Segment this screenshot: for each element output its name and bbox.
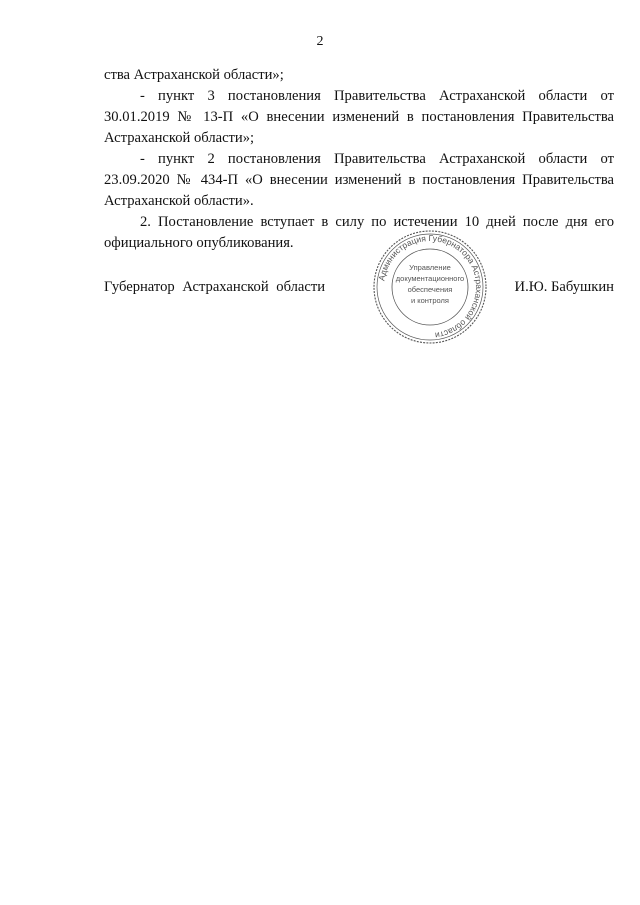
paragraph-item-3: - пункт 3 постановления Правительства Астраханской области от 30.01.2019 № 13-П «О внесении изменений в постановления Правительства Астраханской области»; <box>104 88 614 146</box>
document-body <box>104 65 614 254</box>
signatory-position: Губернатор Астраханской области <box>104 279 326 295</box>
seal-inner-line-1: Управление <box>409 263 451 272</box>
paragraph-effective-date: 2. Постановление вступает в силу по истечении 10 дней после дня его официального опубликования. <box>104 214 614 251</box>
seal-outer-text: Администрация Губернатора Астраханской области <box>376 232 485 341</box>
seal-inner-line-4: и контроля <box>410 296 450 305</box>
official-seal <box>371 228 489 346</box>
seal-inner-line-2: документационного <box>395 274 465 283</box>
seal-inner-line-3: обеспечения <box>407 285 453 294</box>
paragraph-item-2: - пункт 2 постановления Правительства Астраханской области от 23.09.2020 № 434-П «О внесении изменений в постановления Правительства Астраханской области». <box>104 151 614 209</box>
paragraph-continuation: ства Астраханской области»; <box>104 67 284 83</box>
page-number: 2 <box>316 34 324 49</box>
signatory-name: И.Ю. Бабушкин <box>514 279 614 295</box>
seal-icon <box>371 228 489 346</box>
signature-block <box>104 276 614 298</box>
